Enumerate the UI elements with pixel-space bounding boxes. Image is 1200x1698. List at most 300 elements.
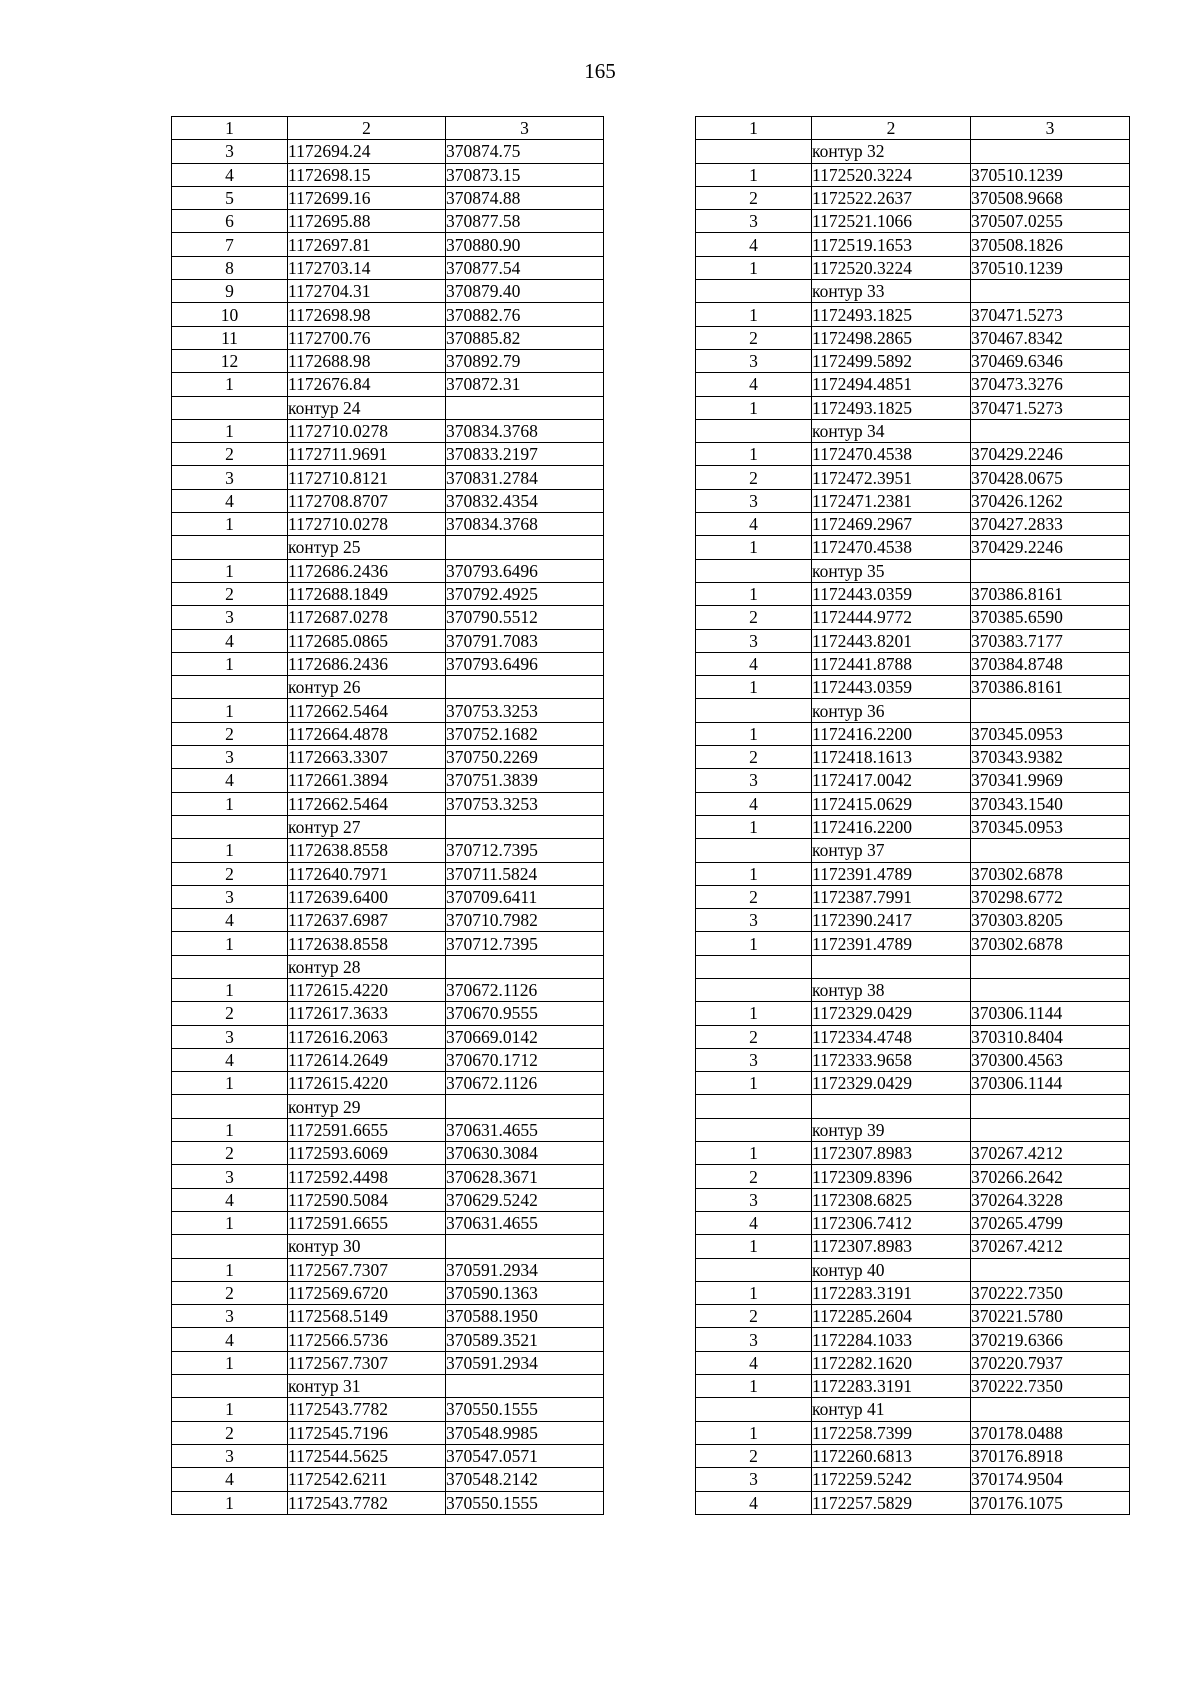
table-row	[696, 1281, 1130, 1304]
y-coordinate-cell: 370306.1144	[971, 1072, 1130, 1095]
point-number-cell: 4	[172, 1468, 288, 1491]
y-coordinate-cell	[446, 955, 604, 978]
table-row	[696, 559, 1130, 582]
y-coordinate-cell: 370302.6878	[971, 862, 1130, 885]
table-row	[172, 722, 604, 745]
y-coordinate-cell	[971, 978, 1130, 1001]
y-coordinate-cell: 370384.8748	[971, 652, 1130, 675]
x-coordinate-cell: 1172710.0278	[288, 419, 446, 442]
table-row	[696, 1421, 1130, 1444]
x-coordinate-cell: 1172590.5084	[288, 1188, 446, 1211]
x-coordinate-cell: 1172663.3307	[288, 746, 446, 769]
x-coordinate-cell: контур 24	[288, 396, 446, 419]
x-coordinate-cell: 1172545.7196	[288, 1421, 446, 1444]
y-coordinate-cell: 370669.0142	[446, 1025, 604, 1048]
x-coordinate-cell	[812, 955, 971, 978]
x-coordinate-cell: 1172543.7782	[288, 1491, 446, 1514]
x-coordinate-cell: 1172522.2637	[812, 186, 971, 209]
point-number-cell	[696, 1398, 812, 1421]
x-coordinate-cell: контур 25	[288, 536, 446, 559]
x-coordinate-cell: контур 34	[812, 419, 971, 442]
table-row	[696, 1491, 1130, 1514]
x-coordinate-cell: 1172591.6655	[288, 1118, 446, 1141]
x-coordinate-cell: 1172258.7399	[812, 1421, 971, 1444]
table-row	[696, 1072, 1130, 1095]
y-coordinate-cell	[446, 815, 604, 838]
point-number-cell: 3	[172, 1025, 288, 1048]
table-row	[696, 1305, 1130, 1328]
x-coordinate-cell: 1172711.9691	[288, 443, 446, 466]
table-row	[172, 1072, 604, 1095]
point-number-cell	[696, 839, 812, 862]
point-number-cell: 1	[172, 1072, 288, 1095]
table-row	[696, 629, 1130, 652]
point-number-cell: 1	[172, 1258, 288, 1281]
point-number-cell: 3	[696, 210, 812, 233]
x-coordinate-cell: 1172567.7307	[288, 1258, 446, 1281]
table-row	[172, 839, 604, 862]
y-coordinate-cell: 370751.3839	[446, 769, 604, 792]
table-row	[696, 1095, 1130, 1118]
x-coordinate-cell: 1172415.0629	[812, 792, 971, 815]
x-coordinate-cell: 1172695.88	[288, 210, 446, 233]
table-row	[696, 792, 1130, 815]
x-coordinate-cell: 1172638.8558	[288, 839, 446, 862]
y-coordinate-cell: 370508.9668	[971, 186, 1130, 209]
table-row	[172, 1375, 604, 1398]
y-coordinate-cell: 370219.6366	[971, 1328, 1130, 1351]
y-coordinate-cell: 370833.2197	[446, 443, 604, 466]
y-coordinate-cell: 370885.82	[446, 326, 604, 349]
point-number-cell: 1	[172, 513, 288, 536]
table-row	[172, 652, 604, 675]
x-coordinate-cell: 1172698.98	[288, 303, 446, 326]
y-coordinate-cell	[446, 536, 604, 559]
table-row	[172, 140, 604, 163]
y-coordinate-cell: 370383.7177	[971, 629, 1130, 652]
point-number-cell	[696, 955, 812, 978]
left-coordinates-table	[171, 116, 604, 1515]
table-row	[696, 839, 1130, 862]
point-number-cell: 1	[172, 792, 288, 815]
x-coordinate-cell: 1172259.5242	[812, 1468, 971, 1491]
table-row	[696, 652, 1130, 675]
table-row	[172, 1165, 604, 1188]
table-row	[696, 1048, 1130, 1071]
point-number-cell	[696, 978, 812, 1001]
point-number-cell: 1	[172, 419, 288, 442]
x-coordinate-cell: контур 37	[812, 839, 971, 862]
point-number-cell: 3	[172, 140, 288, 163]
y-coordinate-cell: 370882.76	[446, 303, 604, 326]
x-coordinate-cell: 1172416.2200	[812, 815, 971, 838]
y-coordinate-cell: 370471.5273	[971, 303, 1130, 326]
table-row	[172, 1444, 604, 1467]
y-coordinate-cell	[446, 1095, 604, 1118]
y-coordinate-cell: 370712.7395	[446, 932, 604, 955]
y-coordinate-cell: 370753.3253	[446, 792, 604, 815]
point-number-cell: 1	[696, 396, 812, 419]
right-coordinates-table	[695, 116, 1130, 1515]
x-coordinate-cell: контур 32	[812, 140, 971, 163]
y-coordinate-cell: 370672.1126	[446, 978, 604, 1001]
table-row	[172, 513, 604, 536]
point-number-cell: 2	[172, 862, 288, 885]
table-row	[172, 1118, 604, 1141]
x-coordinate-cell: 1172614.2649	[288, 1048, 446, 1071]
point-number-cell: 7	[172, 233, 288, 256]
y-coordinate-cell	[971, 1398, 1130, 1421]
point-number-cell: 1	[172, 1398, 288, 1421]
table-row	[172, 885, 604, 908]
y-coordinate-cell: 370548.2142	[446, 1468, 604, 1491]
table-row	[172, 746, 604, 769]
table-row	[172, 1398, 604, 1421]
x-coordinate-cell: контур 36	[812, 699, 971, 722]
y-coordinate-cell: 370793.6496	[446, 559, 604, 582]
y-coordinate-cell: 370709.6411	[446, 885, 604, 908]
x-coordinate-cell: 1172498.2865	[812, 326, 971, 349]
y-coordinate-cell: 370710.7982	[446, 909, 604, 932]
table-row	[172, 1048, 604, 1071]
point-number-cell: 4	[172, 769, 288, 792]
y-coordinate-cell: 370298.6772	[971, 885, 1130, 908]
y-coordinate-cell	[971, 839, 1130, 862]
table-row	[172, 186, 604, 209]
point-number-cell	[172, 676, 288, 699]
table-row	[172, 582, 604, 605]
point-number-cell: 2	[172, 582, 288, 605]
table-row	[172, 1491, 604, 1514]
table-row	[172, 1421, 604, 1444]
y-coordinate-cell: 370343.1540	[971, 792, 1130, 815]
x-coordinate-cell: 1172617.3633	[288, 1002, 446, 1025]
table-row	[172, 978, 604, 1001]
x-coordinate-cell: 1172329.0429	[812, 1002, 971, 1025]
x-coordinate-cell: 1172615.4220	[288, 978, 446, 1001]
table-row	[696, 722, 1130, 745]
y-coordinate-cell: 370629.5242	[446, 1188, 604, 1211]
point-number-cell: 3	[172, 1165, 288, 1188]
point-number-cell: 1	[172, 652, 288, 675]
table-row	[696, 1398, 1130, 1421]
header-cell-point: 1	[696, 117, 812, 140]
point-number-cell: 1	[696, 1235, 812, 1258]
x-coordinate-cell: 1172591.6655	[288, 1211, 446, 1234]
point-number-cell: 3	[172, 746, 288, 769]
point-number-cell: 1	[696, 1142, 812, 1165]
x-coordinate-cell: 1172418.1613	[812, 746, 971, 769]
table-row	[172, 606, 604, 629]
point-number-cell: 2	[696, 466, 812, 489]
table-row	[696, 1142, 1130, 1165]
x-coordinate-cell: 1172472.3951	[812, 466, 971, 489]
y-coordinate-cell: 370473.3276	[971, 373, 1130, 396]
y-coordinate-cell: 370872.31	[446, 373, 604, 396]
table-row	[696, 396, 1130, 419]
x-coordinate-cell: 1172416.2200	[812, 722, 971, 745]
table-row	[696, 513, 1130, 536]
table-row	[696, 140, 1130, 163]
point-number-cell	[696, 419, 812, 442]
table-row	[696, 349, 1130, 372]
table-row	[172, 1142, 604, 1165]
table-row	[696, 699, 1130, 722]
point-number-cell: 1	[696, 1375, 812, 1398]
y-coordinate-cell: 370892.79	[446, 349, 604, 372]
point-number-cell: 3	[172, 1305, 288, 1328]
x-coordinate-cell: 1172444.9772	[812, 606, 971, 629]
table-row	[696, 932, 1130, 955]
table-row	[172, 1468, 604, 1491]
x-coordinate-cell: 1172640.7971	[288, 862, 446, 885]
point-number-cell: 2	[172, 1281, 288, 1304]
table-row	[696, 1188, 1130, 1211]
table-row	[696, 862, 1130, 885]
x-coordinate-cell: 1172470.4538	[812, 443, 971, 466]
table-row	[172, 373, 604, 396]
point-number-cell: 10	[172, 303, 288, 326]
point-number-cell: 1	[696, 1002, 812, 1025]
x-coordinate-cell: 1172662.5464	[288, 792, 446, 815]
y-coordinate-cell	[971, 1258, 1130, 1281]
table-row	[696, 1375, 1130, 1398]
table-row	[172, 489, 604, 512]
x-coordinate-cell: 1172639.6400	[288, 885, 446, 908]
y-coordinate-cell: 370267.4212	[971, 1142, 1130, 1165]
point-number-cell: 2	[172, 1002, 288, 1025]
table-row	[696, 1165, 1130, 1188]
y-coordinate-cell	[971, 559, 1130, 582]
x-coordinate-cell: 1172387.7991	[812, 885, 971, 908]
point-number-cell	[172, 955, 288, 978]
y-coordinate-cell	[446, 1375, 604, 1398]
y-coordinate-cell	[971, 1118, 1130, 1141]
table-row	[696, 676, 1130, 699]
y-coordinate-cell: 370591.2934	[446, 1351, 604, 1374]
y-coordinate-cell: 370345.0953	[971, 722, 1130, 745]
point-number-cell: 1	[696, 1421, 812, 1444]
point-number-cell: 5	[172, 186, 288, 209]
point-number-cell: 1	[696, 1281, 812, 1304]
y-coordinate-cell: 370174.9504	[971, 1468, 1130, 1491]
point-number-cell: 1	[696, 862, 812, 885]
point-number-cell: 1	[172, 1211, 288, 1234]
x-coordinate-cell: 1172494.4851	[812, 373, 971, 396]
point-number-cell: 2	[696, 1165, 812, 1188]
x-coordinate-cell: 1172616.2063	[288, 1025, 446, 1048]
table-row	[172, 349, 604, 372]
table-row	[172, 932, 604, 955]
x-coordinate-cell: 1172664.4878	[288, 722, 446, 745]
y-coordinate-cell: 370507.0255	[971, 210, 1130, 233]
y-coordinate-cell: 370877.58	[446, 210, 604, 233]
table-row	[696, 303, 1130, 326]
x-coordinate-cell: контур 26	[288, 676, 446, 699]
x-coordinate-cell: 1172615.4220	[288, 1072, 446, 1095]
header-cell-x: 2	[288, 117, 446, 140]
x-coordinate-cell: контур 39	[812, 1118, 971, 1141]
y-coordinate-cell	[971, 419, 1130, 442]
table-row	[696, 885, 1130, 908]
table-row	[172, 210, 604, 233]
point-number-cell: 4	[696, 1491, 812, 1514]
table-row	[172, 1095, 604, 1118]
table-row	[696, 1002, 1130, 1025]
table-row	[172, 1188, 604, 1211]
table-row	[172, 256, 604, 279]
x-coordinate-cell: 1172521.1066	[812, 210, 971, 233]
point-number-cell: 1	[172, 373, 288, 396]
y-coordinate-cell: 370266.2642	[971, 1165, 1130, 1188]
y-coordinate-cell: 370832.4354	[446, 489, 604, 512]
table-row	[696, 1211, 1130, 1234]
point-number-cell: 1	[696, 676, 812, 699]
point-number-cell: 2	[696, 746, 812, 769]
y-coordinate-cell	[971, 1095, 1130, 1118]
y-coordinate-cell: 370711.5824	[446, 862, 604, 885]
x-coordinate-cell: 1172688.1849	[288, 582, 446, 605]
table-row	[172, 443, 604, 466]
y-coordinate-cell: 370793.6496	[446, 652, 604, 675]
x-coordinate-cell: 1172687.0278	[288, 606, 446, 629]
point-number-cell: 9	[172, 280, 288, 303]
point-number-cell: 4	[696, 1351, 812, 1374]
y-coordinate-cell: 370879.40	[446, 280, 604, 303]
point-number-cell: 1	[696, 815, 812, 838]
point-number-cell: 3	[172, 1444, 288, 1467]
x-coordinate-cell: контур 27	[288, 815, 446, 838]
y-coordinate-cell: 370670.1712	[446, 1048, 604, 1071]
x-coordinate-cell: 1172566.5736	[288, 1328, 446, 1351]
x-coordinate-cell: 1172307.8983	[812, 1235, 971, 1258]
y-coordinate-cell: 370220.7937	[971, 1351, 1130, 1374]
x-coordinate-cell: 1172699.16	[288, 186, 446, 209]
point-number-cell: 1	[172, 1491, 288, 1514]
x-coordinate-cell: контур 41	[812, 1398, 971, 1421]
point-number-cell: 2	[172, 443, 288, 466]
x-coordinate-cell: 1172686.2436	[288, 652, 446, 675]
point-number-cell	[172, 1235, 288, 1258]
y-coordinate-cell: 370343.9382	[971, 746, 1130, 769]
y-coordinate-cell: 370631.4655	[446, 1211, 604, 1234]
table-row	[172, 1351, 604, 1374]
point-number-cell: 3	[696, 1188, 812, 1211]
table-row	[696, 1258, 1130, 1281]
y-coordinate-cell: 370300.4563	[971, 1048, 1130, 1071]
point-number-cell: 3	[696, 349, 812, 372]
point-number-cell	[172, 1375, 288, 1398]
header-cell-x: 2	[812, 117, 971, 140]
point-number-cell: 2	[696, 326, 812, 349]
y-coordinate-cell: 370510.1239	[971, 163, 1130, 186]
point-number-cell: 1	[172, 699, 288, 722]
point-number-cell: 1	[696, 722, 812, 745]
y-coordinate-cell: 370222.7350	[971, 1281, 1130, 1304]
point-number-cell: 3	[696, 1468, 812, 1491]
y-coordinate-cell: 370831.2784	[446, 466, 604, 489]
table-row	[696, 978, 1130, 1001]
y-coordinate-cell: 370178.0488	[971, 1421, 1130, 1444]
point-number-cell: 4	[172, 909, 288, 932]
y-coordinate-cell: 370670.9555	[446, 1002, 604, 1025]
point-number-cell: 1	[696, 932, 812, 955]
y-coordinate-cell: 370264.3228	[971, 1188, 1130, 1211]
table-row	[696, 1444, 1130, 1467]
x-coordinate-cell: 1172703.14	[288, 256, 446, 279]
point-number-cell: 4	[696, 1211, 812, 1234]
x-coordinate-cell: 1172333.9658	[812, 1048, 971, 1071]
y-coordinate-cell: 370873.15	[446, 163, 604, 186]
point-number-cell: 2	[172, 722, 288, 745]
x-coordinate-cell: 1172697.81	[288, 233, 446, 256]
y-coordinate-cell	[971, 699, 1130, 722]
table-row	[696, 606, 1130, 629]
point-number-cell: 4	[696, 792, 812, 815]
x-coordinate-cell: 1172284.1033	[812, 1328, 971, 1351]
point-number-cell: 3	[696, 769, 812, 792]
y-coordinate-cell: 370672.1126	[446, 1072, 604, 1095]
y-coordinate-cell: 370547.0571	[446, 1444, 604, 1467]
y-coordinate-cell: 370628.3671	[446, 1165, 604, 1188]
x-coordinate-cell: контур 38	[812, 978, 971, 1001]
y-coordinate-cell: 370510.1239	[971, 256, 1130, 279]
y-coordinate-cell: 370589.3521	[446, 1328, 604, 1351]
point-number-cell: 1	[696, 303, 812, 326]
y-coordinate-cell: 370550.1555	[446, 1398, 604, 1421]
table-row	[696, 1235, 1130, 1258]
x-coordinate-cell: 1172443.8201	[812, 629, 971, 652]
point-number-cell: 4	[696, 513, 812, 536]
y-coordinate-cell	[446, 1235, 604, 1258]
table-row	[172, 559, 604, 582]
table-row	[696, 909, 1130, 932]
x-coordinate-cell: 1172470.4538	[812, 536, 971, 559]
y-coordinate-cell: 370631.4655	[446, 1118, 604, 1141]
y-coordinate-cell: 370548.9985	[446, 1421, 604, 1444]
y-coordinate-cell: 370429.2246	[971, 536, 1130, 559]
y-coordinate-cell: 370791.7083	[446, 629, 604, 652]
point-number-cell: 1	[172, 932, 288, 955]
point-number-cell: 4	[172, 1188, 288, 1211]
table-row	[172, 163, 604, 186]
y-coordinate-cell: 370874.88	[446, 186, 604, 209]
table-row	[172, 1281, 604, 1304]
x-coordinate-cell: 1172542.6211	[288, 1468, 446, 1491]
point-number-cell	[696, 559, 812, 582]
y-coordinate-cell: 370712.7395	[446, 839, 604, 862]
table-row	[172, 326, 604, 349]
x-coordinate-cell: 1172391.4789	[812, 862, 971, 885]
x-coordinate-cell: 1172700.76	[288, 326, 446, 349]
x-coordinate-cell: 1172308.6825	[812, 1188, 971, 1211]
x-coordinate-cell: 1172391.4789	[812, 932, 971, 955]
point-number-cell	[696, 140, 812, 163]
table-row	[172, 1002, 604, 1025]
point-number-cell: 3	[696, 1328, 812, 1351]
x-coordinate-cell: 1172334.4748	[812, 1025, 971, 1048]
table-row	[696, 1118, 1130, 1141]
x-coordinate-cell: 1172637.6987	[288, 909, 446, 932]
y-coordinate-cell: 370471.5273	[971, 396, 1130, 419]
header-cell-y: 3	[446, 117, 604, 140]
y-coordinate-cell: 370590.1363	[446, 1281, 604, 1304]
x-coordinate-cell: 1172443.0359	[812, 676, 971, 699]
table-row	[696, 955, 1130, 978]
x-coordinate-cell: 1172390.2417	[812, 909, 971, 932]
table-row	[172, 1328, 604, 1351]
table-row	[696, 466, 1130, 489]
